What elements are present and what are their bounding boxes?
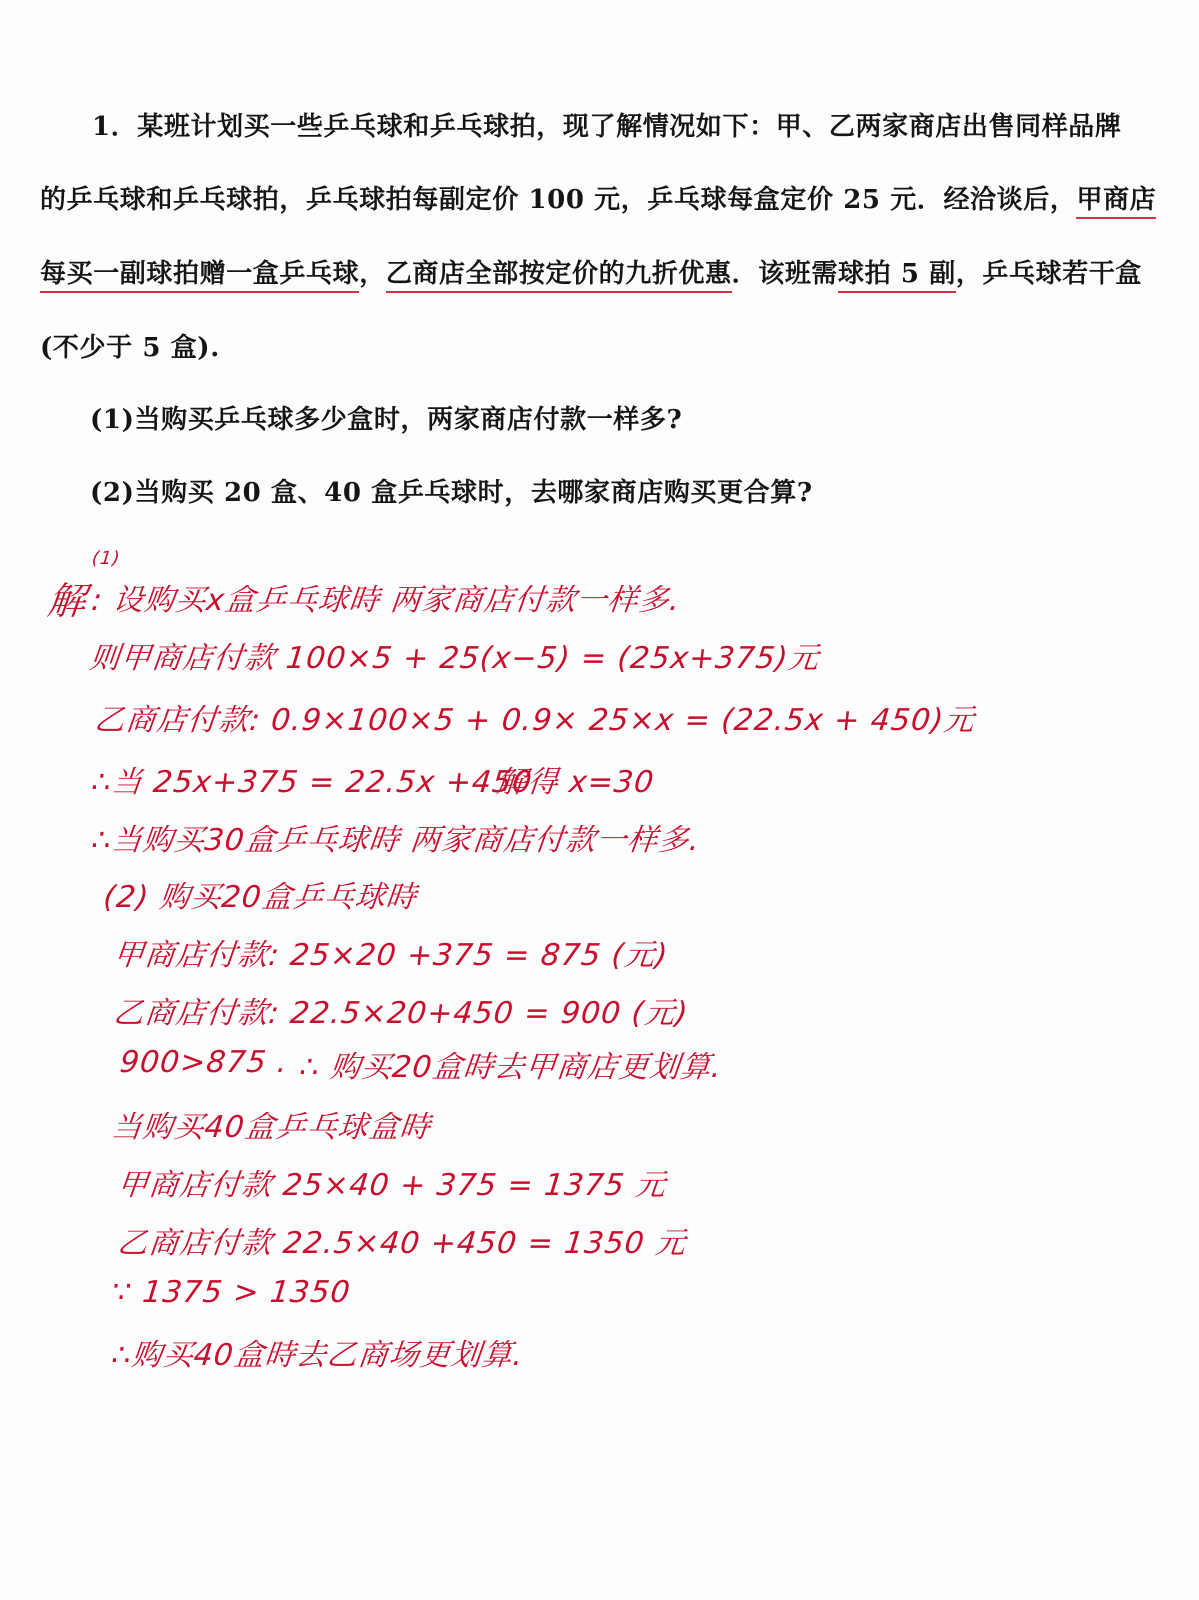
solution-line-5: ∴当购买30盒乒乓球時 两家商店付款一样多.	[89, 823, 702, 858]
question-2: (2)当购买 20 盒、40 盒乒乓球时，去哪家商店购买更合算?	[90, 478, 813, 508]
solution-line-3: 乙商店付款: 0.9×100×5 + 0.9× 25×x = (22.5x + 450)元	[92, 703, 977, 738]
solution-line-1: : 设购买x盒乒乓球時 两家商店付款一样多.	[89, 583, 682, 618]
problem-line-3-text: ．该班需	[731, 259, 839, 289]
problem-line-3-comma: ，	[359, 259, 386, 289]
solution-line-12: 乙商店付款 22.5×40 +450 = 1350 元	[115, 1226, 689, 1261]
solution-label: 解	[45, 579, 89, 623]
question-1: (1)当购买乒乓球多少盒时，两家商店付款一样多?	[90, 405, 683, 435]
underlined-paddle-count: 球拍 5 副	[838, 259, 956, 293]
underlined-shop-a-offer: 每买一副球拍赠一盒乒乓球	[40, 259, 359, 293]
part-1-mark: (1)	[90, 548, 122, 569]
solution-line-4-result: 解得 x=30	[494, 765, 657, 800]
underlined-shop-a: 甲商店	[1076, 185, 1156, 219]
underlined-shop-b-offer: 乙商店全部按定价的九折优惠	[386, 259, 732, 293]
solution-line-9: 900>875 .	[118, 1045, 290, 1080]
problem-line-2-text: 的乒乓球和乒乓球拍，乒乓球拍每副定价 100 元，乒乓球每盒定价 25 元．经洽谈后，	[40, 185, 1077, 215]
solution-line-9-conclusion: ∴ 购买20盒時去甲商店更划算.	[297, 1050, 724, 1085]
problem-line-4: (不少于 5 盒).	[40, 333, 220, 363]
solution-line-11: 甲商店付款 25×40 + 375 = 1375 元	[115, 1168, 669, 1203]
solution-line-7: 甲商店付款: 25×20 +375 = 875 (元)	[111, 938, 670, 973]
solution-line-6: (2) 购买20盒乒乓球時	[101, 880, 419, 915]
solution-line-8: 乙商店付款: 22.5×20+450 = 900 (元)	[111, 996, 691, 1031]
solution-line-2: 则甲商店付款 100×5 + 25(x−5) = (25x+375)元	[87, 641, 822, 676]
solution-line-13: ∵ 1375 > 1350	[110, 1275, 353, 1310]
problem-line-2	[40, 183, 1156, 217]
solution-line-10: 当购买40盒乒乓球盒時	[109, 1110, 433, 1145]
problem-line-3-tail: ，乒乓球若干盒	[955, 259, 1143, 289]
solution-line-4: ∴当 25x+375 = 22.5x +450	[89, 765, 535, 800]
solution-line-14: ∴购买40盒時去乙商场更划算.	[109, 1338, 526, 1373]
problem-line-1: 1．某班计划买一些乒乓球和乒乓球拍，现了解情况如下：甲、乙两家商店出售同样品牌	[92, 112, 1122, 142]
problem-line-3	[40, 257, 1142, 291]
